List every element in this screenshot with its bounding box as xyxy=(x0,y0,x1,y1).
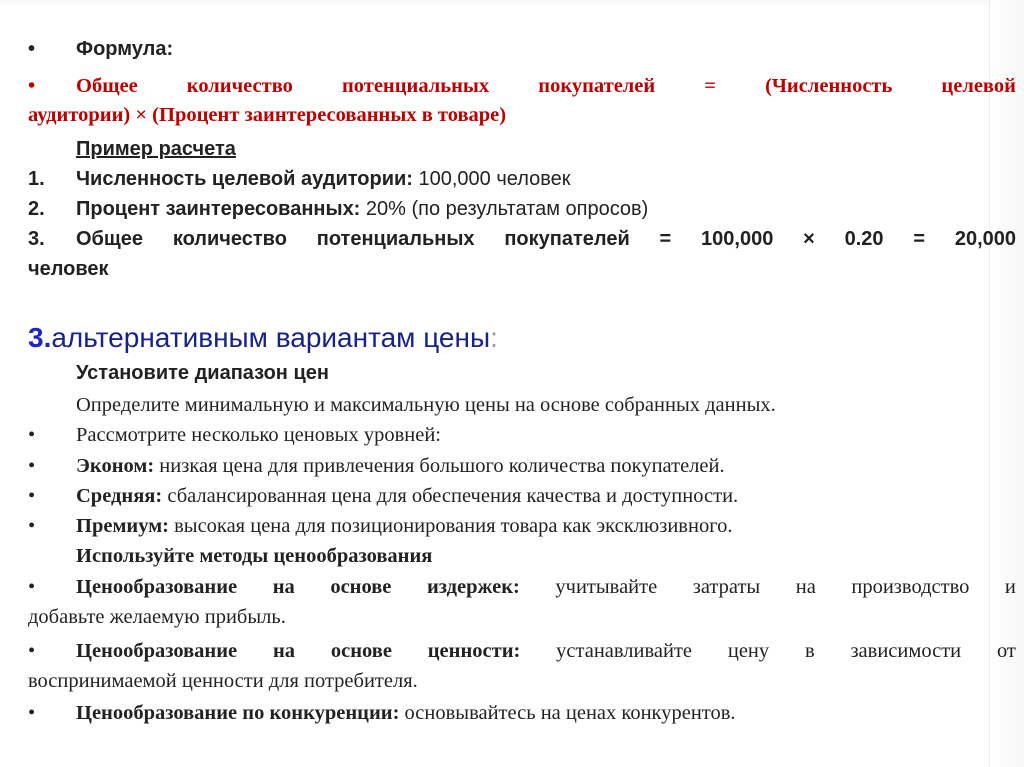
top-shade xyxy=(0,0,1024,8)
word: потенциальных xyxy=(341,75,490,97)
section-heading xyxy=(28,322,1016,354)
section-title: альтернативным вариантам цены xyxy=(51,322,491,353)
item-label: Численность целевой аудитории: xyxy=(76,168,413,190)
bullet: • xyxy=(28,455,36,477)
level-medium xyxy=(28,485,1016,508)
word: 20,000 xyxy=(954,228,1016,250)
example-title-line xyxy=(28,138,1016,161)
word: от xyxy=(996,640,1016,662)
word: 100,000 xyxy=(701,228,774,250)
word: издержек: xyxy=(426,576,520,598)
bullet: • xyxy=(28,485,36,507)
word: × xyxy=(803,228,815,250)
method-value-based-cont: воспринимаемой ценности для потребителя. xyxy=(28,670,418,692)
word: (Численность xyxy=(765,75,893,97)
level-label: Премиум: xyxy=(76,515,169,537)
example-item-1 xyxy=(28,168,1016,191)
method-label: Ценообразование по конкуренции: xyxy=(76,702,400,724)
word: = xyxy=(704,75,716,97)
item-number: 2. xyxy=(28,198,45,220)
intro-text: Определите минимальную и максимальную цены на основе собранных данных. xyxy=(76,394,776,416)
bullet: • xyxy=(28,640,36,662)
formula-line-1 xyxy=(28,75,1016,98)
example-title: Пример расчета xyxy=(76,138,236,160)
example-item-3-cont: человек xyxy=(28,258,109,280)
word: цену xyxy=(727,640,770,662)
formula-text xyxy=(76,75,1016,98)
item-number: 3. xyxy=(28,228,45,250)
word: основе xyxy=(330,576,392,598)
example-item-3 xyxy=(28,228,1016,251)
item-value: 20% (по результатам опросов) xyxy=(360,198,649,220)
bullet: • xyxy=(28,515,36,537)
bullet: • xyxy=(28,75,36,97)
bullet: • xyxy=(28,576,36,598)
word: и xyxy=(1004,576,1016,598)
bullet: • xyxy=(28,424,36,446)
subtitle-pricing-methods: Используйте методы ценообразования xyxy=(76,545,433,567)
level-economy xyxy=(28,455,1016,478)
word: = xyxy=(913,228,926,250)
word: устанавливайте xyxy=(556,640,693,662)
word: затраты xyxy=(692,576,761,598)
word: на xyxy=(272,640,296,662)
bullet: • xyxy=(28,702,36,724)
item-number: 1. xyxy=(28,168,45,190)
formula-label-line xyxy=(28,38,1016,61)
word: потенциальных xyxy=(316,228,475,250)
word: Ценообразование xyxy=(76,640,238,662)
word: производство xyxy=(851,576,970,598)
level-label: Средняя: xyxy=(76,485,163,507)
level-premium xyxy=(28,515,1016,538)
formula-label: Формула: xyxy=(76,38,174,60)
method-cost-based xyxy=(28,576,1016,599)
word: учитывайте xyxy=(555,576,658,598)
word: в xyxy=(804,640,815,662)
levels-intro xyxy=(28,424,1016,447)
word: Общее xyxy=(76,228,144,250)
word: Ценообразование xyxy=(76,576,238,598)
word: количество xyxy=(172,228,287,250)
word: на xyxy=(272,576,295,598)
levels-intro-text: Рассмотрите несколько ценовых уровней: xyxy=(76,424,441,446)
word: = xyxy=(659,228,672,250)
item-label: Процент заинтересованных: xyxy=(76,198,361,220)
level-text: сбалансированная цена для обеспечения качества и доступности. xyxy=(162,485,739,507)
word: 0.20 xyxy=(844,228,884,250)
word: покупателей xyxy=(538,75,656,97)
method-text: основывайтесь на ценах конкурентов. xyxy=(399,702,736,724)
example-item-2 xyxy=(28,198,1016,221)
item-text xyxy=(76,228,1016,251)
word: на xyxy=(795,576,816,598)
word: ценности: xyxy=(427,640,521,662)
method-text xyxy=(76,640,1016,663)
method-text xyxy=(76,576,1016,599)
word: покупателей xyxy=(504,228,630,250)
word: основе xyxy=(330,640,392,662)
level-text: низкая цена для привлечения большого количества покупателей. xyxy=(154,455,725,477)
level-label: Эконом: xyxy=(76,455,155,477)
level-text: высокая цена для позиционирования товара как эксклюзивного. xyxy=(169,515,733,537)
method-cost-based-cont: добавьте желаемую прибыль. xyxy=(28,606,286,628)
item-value: 100,000 человек xyxy=(412,168,571,190)
method-value-based xyxy=(28,640,1016,663)
subtitle-price-range: Установите диапазон цен xyxy=(76,362,329,384)
bullet: • xyxy=(28,38,36,60)
method-competition-based xyxy=(28,702,1016,725)
word: количество xyxy=(186,75,293,97)
section-colon: : xyxy=(490,322,498,353)
word: Общее xyxy=(76,75,138,97)
section-number: 3. xyxy=(28,322,52,353)
word: целевой xyxy=(941,75,1016,97)
word: зависимости xyxy=(850,640,962,662)
formula-line-2: аудитории) × (Процент заинтересованных в товаре) xyxy=(28,104,507,126)
